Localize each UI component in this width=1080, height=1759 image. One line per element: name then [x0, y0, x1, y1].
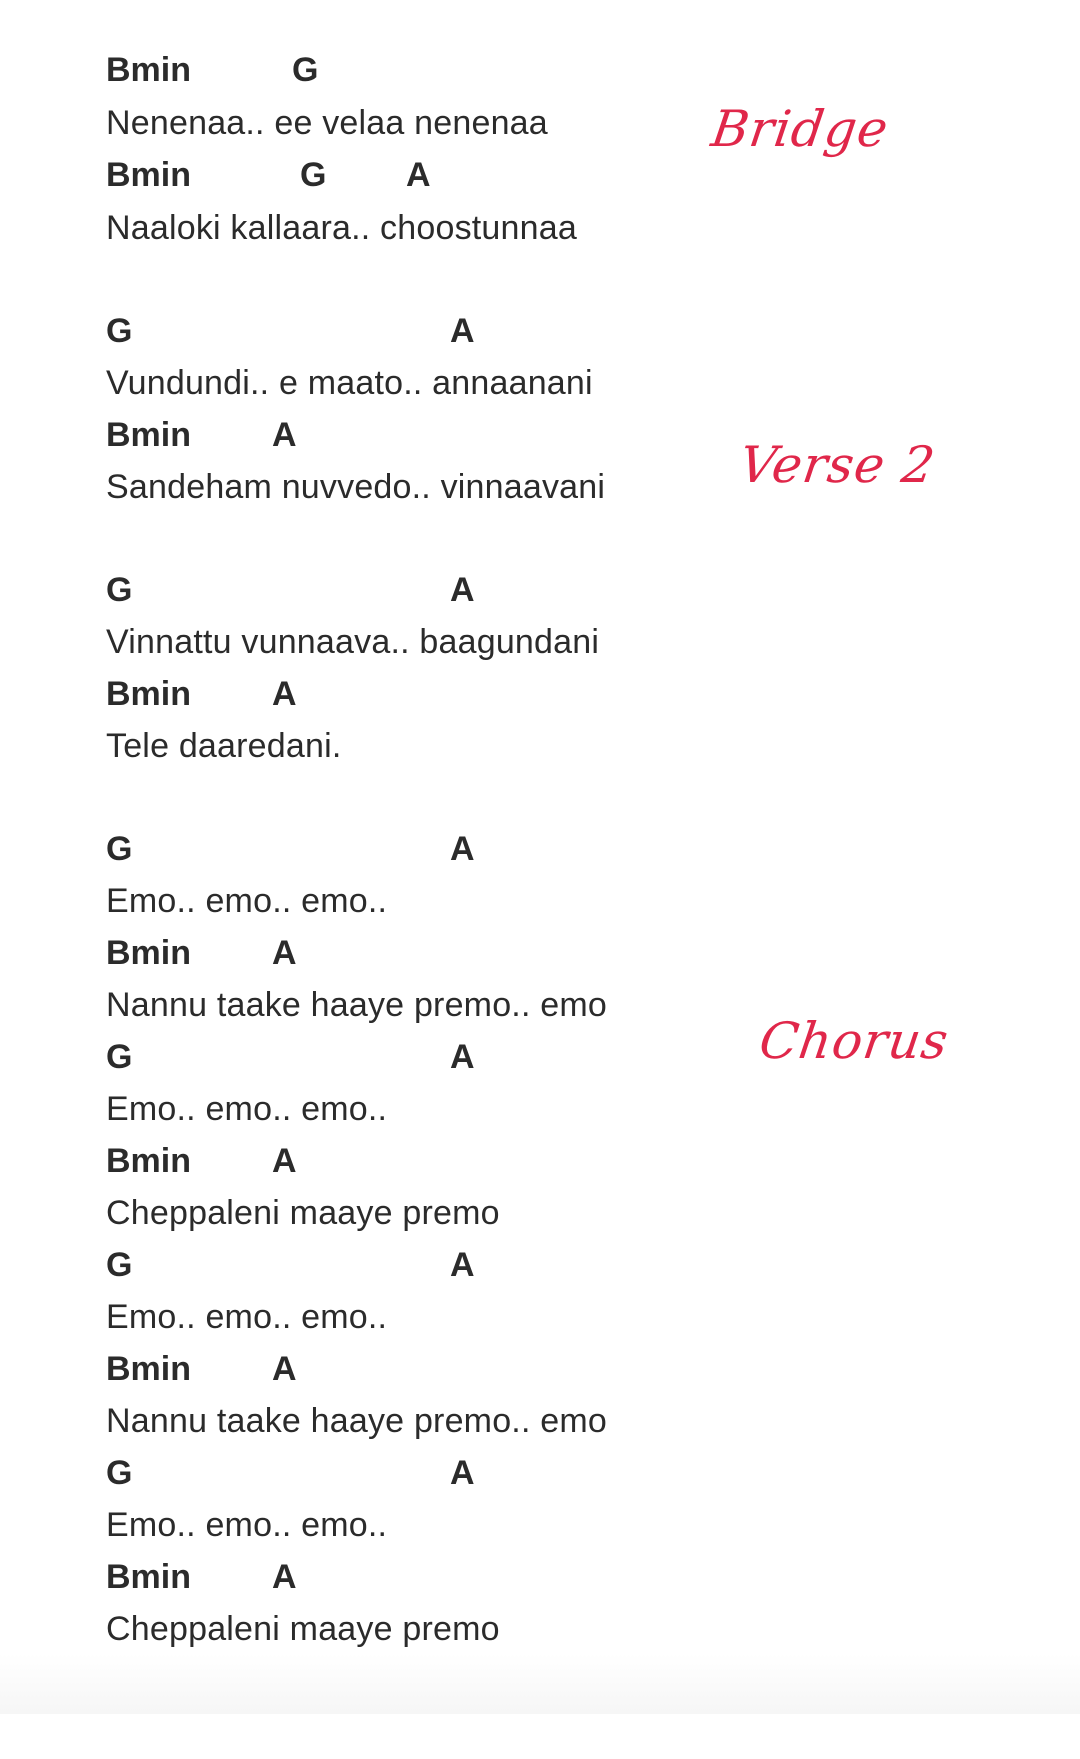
chorus-annotation: Chorus — [755, 1012, 953, 1070]
chord: Bmin — [106, 51, 191, 89]
chord-line — [106, 1031, 475, 1083]
chord: Bmin — [106, 156, 191, 194]
chord: G — [106, 1246, 133, 1284]
lyric-line: Cheppaleni maaye premo — [106, 1610, 500, 1648]
chord: Bmin — [106, 1142, 191, 1180]
chord: Bmin — [106, 675, 191, 713]
chord: Bmin — [106, 1558, 191, 1596]
lyric-line: Vinnattu vunnaava.. baagundani — [106, 623, 600, 661]
bridge-annotation: Bridge — [707, 100, 893, 158]
lyric-line: Nannu taake haaye premo.. emo — [106, 986, 607, 1024]
chord-line — [106, 668, 297, 720]
chord-line — [106, 305, 475, 357]
chord: A — [272, 416, 297, 454]
chord-line — [106, 823, 475, 875]
chord: G — [106, 1454, 133, 1492]
lyric-line: Emo.. emo.. emo.. — [106, 1298, 388, 1336]
chord: G — [300, 156, 327, 194]
chord-line — [106, 44, 319, 96]
chord: A — [450, 312, 475, 350]
chord: G — [106, 830, 133, 868]
chord: A — [272, 1558, 297, 1596]
chord: Bmin — [106, 1350, 191, 1388]
chord-line — [106, 1135, 297, 1187]
lyric-line: Emo.. emo.. emo.. — [106, 1090, 388, 1128]
chord: G — [106, 571, 133, 609]
chord: A — [450, 1038, 475, 1076]
chord-line — [106, 1551, 297, 1603]
chord: A — [450, 1246, 475, 1284]
chord-line — [106, 409, 297, 461]
chord: A — [406, 156, 431, 194]
lyric-line: Sandeham nuvvedo.. vinnaavani — [106, 468, 606, 506]
chord: Bmin — [106, 416, 191, 454]
chord: A — [450, 1454, 475, 1492]
lyric-line: Nannu taake haaye premo.. emo — [106, 1402, 607, 1440]
chord: G — [106, 1038, 133, 1076]
lyric-line: Tele daaredani. — [106, 727, 342, 765]
lyric-line: Naaloki kallaara.. choostunnaa — [106, 209, 577, 247]
lyric-line: Vundundi.. e maato.. annaanani — [106, 364, 593, 402]
chord-line — [106, 149, 431, 201]
lyric-line: Emo.. emo.. emo.. — [106, 882, 388, 920]
chord: Bmin — [106, 934, 191, 972]
bottom-shadow — [0, 1654, 1080, 1714]
chord: A — [272, 1142, 297, 1180]
chord: G — [292, 51, 319, 89]
chord: G — [106, 312, 133, 350]
verse2-annotation: Verse 2 — [735, 436, 940, 494]
chord: A — [450, 830, 475, 868]
chord: A — [272, 675, 297, 713]
lyric-line: Cheppaleni maaye premo — [106, 1194, 500, 1232]
chord: A — [450, 571, 475, 609]
chord-line — [106, 1447, 475, 1499]
lyric-line: Emo.. emo.. emo.. — [106, 1506, 388, 1544]
chord: A — [272, 934, 297, 972]
chord-line — [106, 927, 297, 979]
chord-line — [106, 564, 475, 616]
chord-line — [106, 1239, 475, 1291]
chord: A — [272, 1350, 297, 1388]
lyric-line: Nenenaa.. ee velaa nenenaa — [106, 104, 548, 142]
chord-line — [106, 1343, 297, 1395]
